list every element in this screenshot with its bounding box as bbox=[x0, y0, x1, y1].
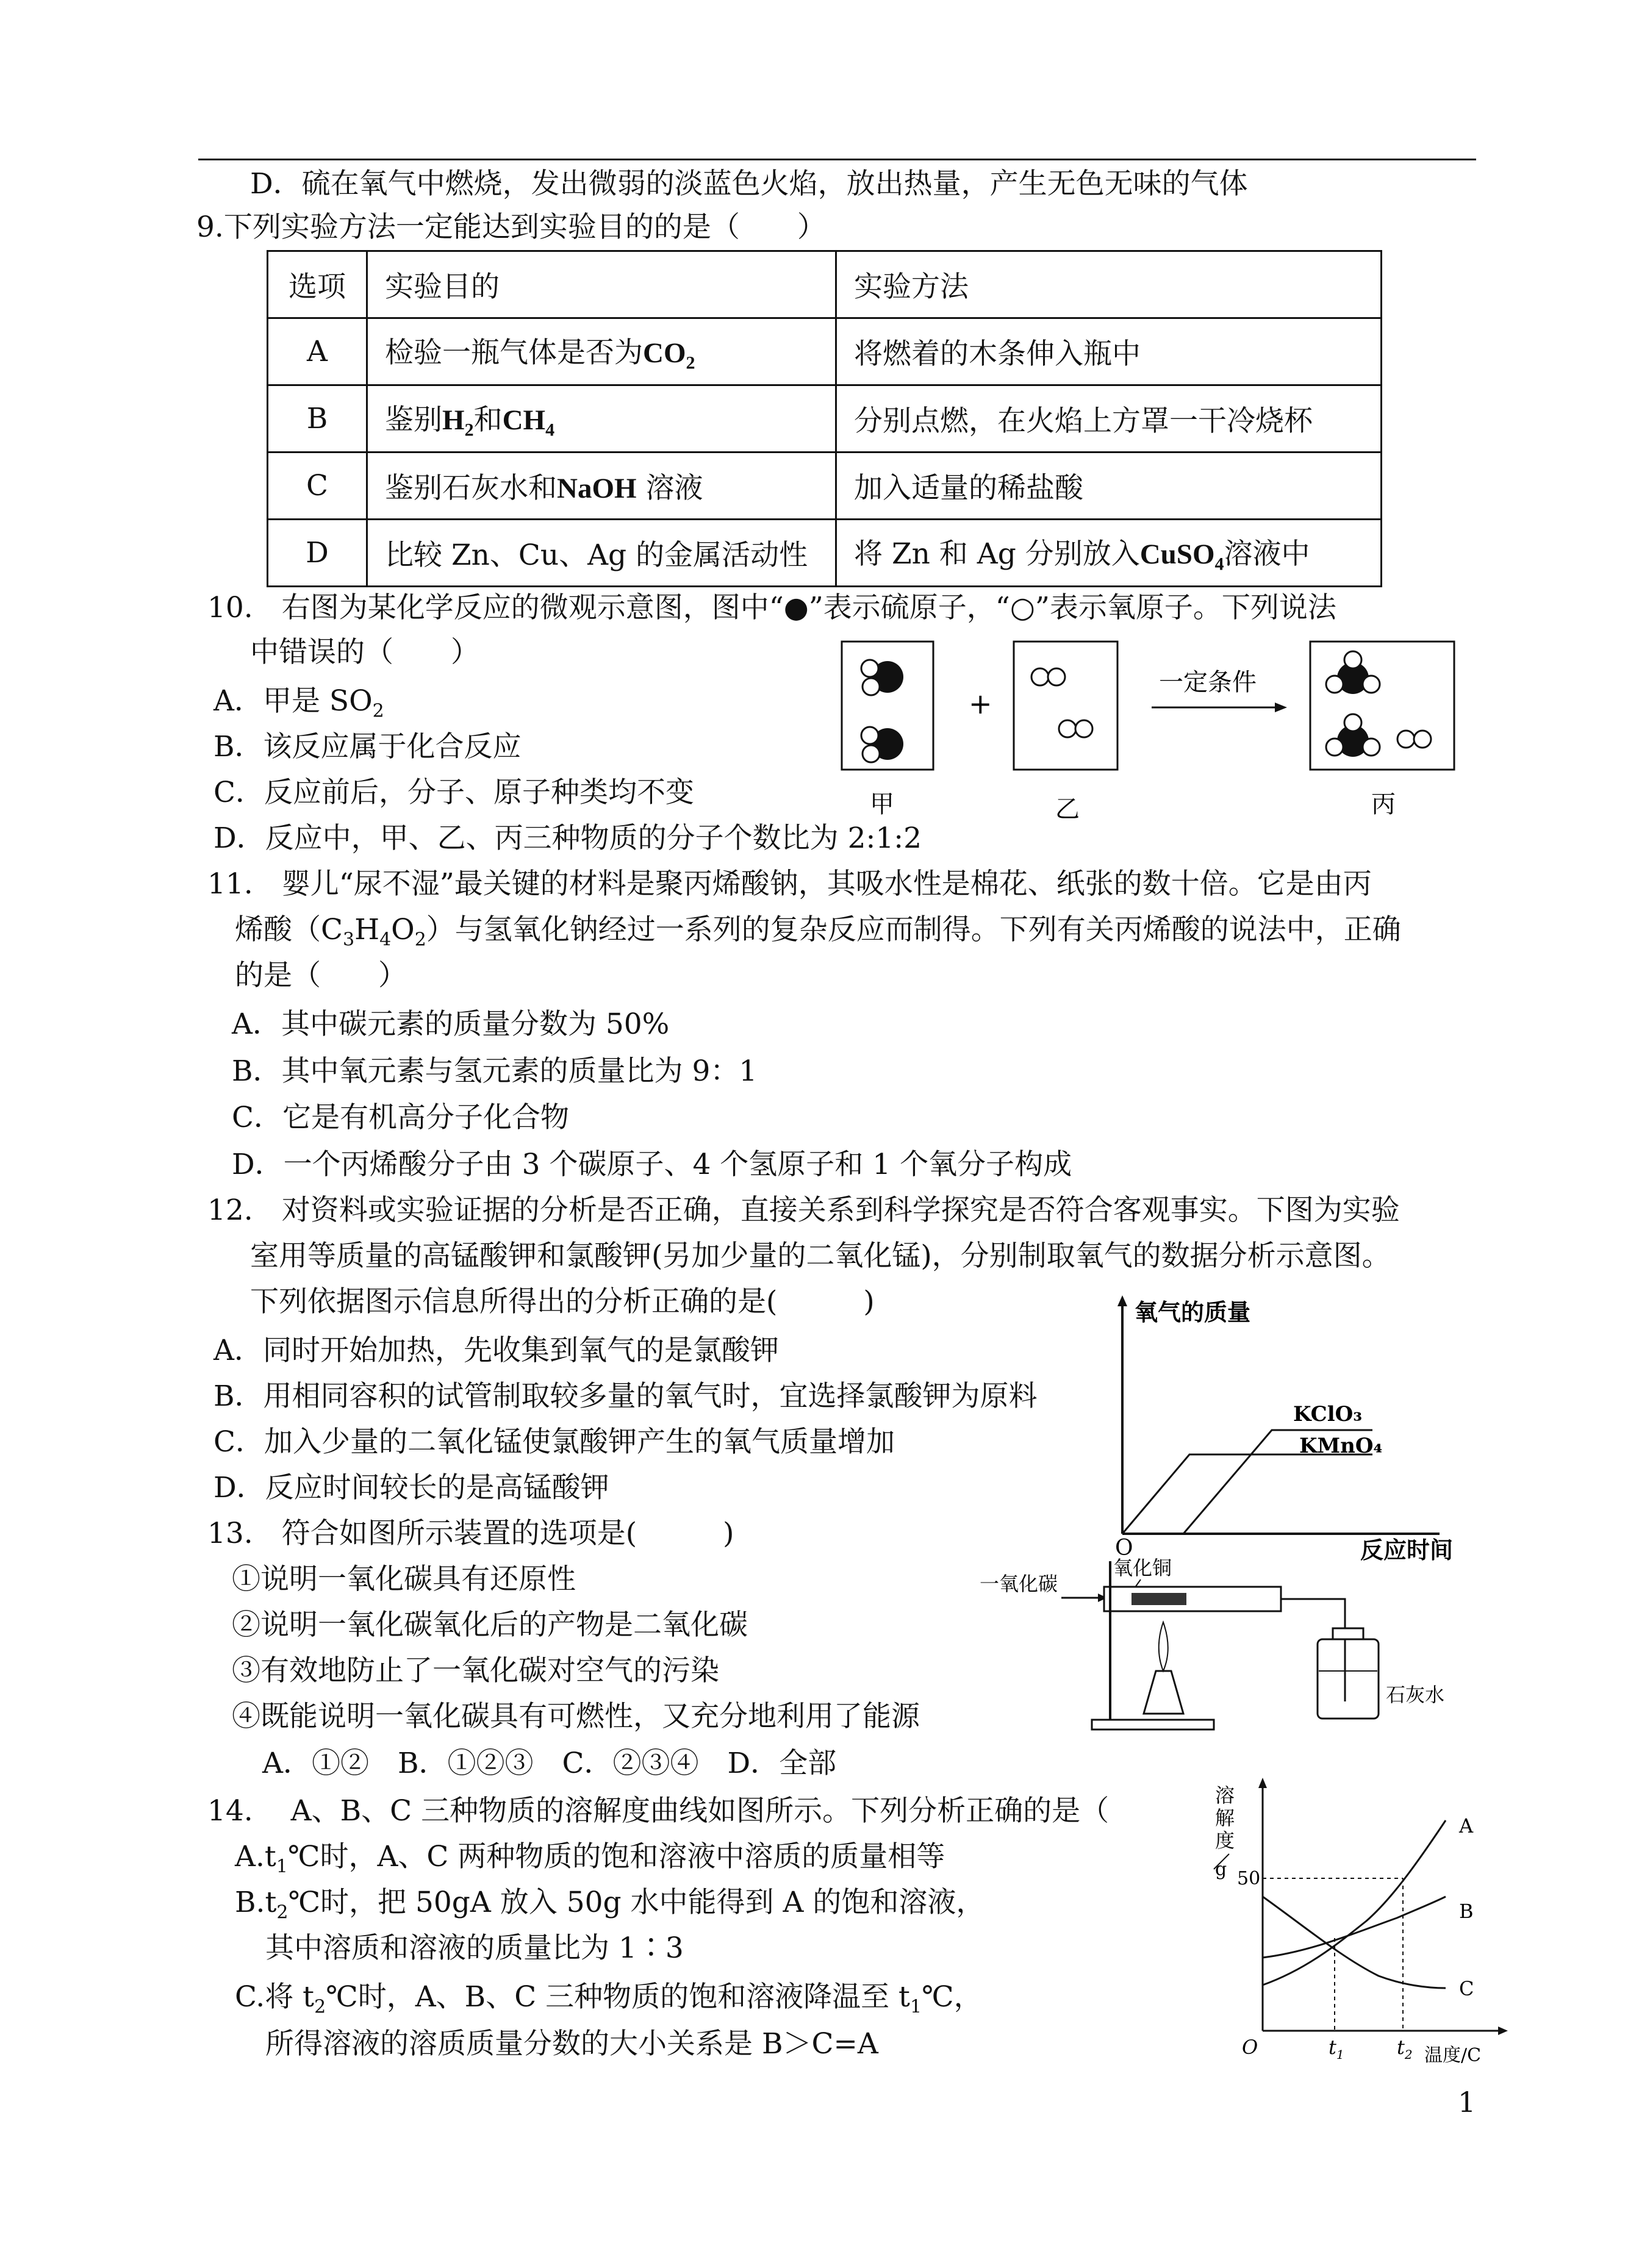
so2-molecule bbox=[861, 727, 903, 762]
outlet-pipe bbox=[1281, 1599, 1345, 1628]
q12-option-d: D．反应时间较长的是高锰酸钾 bbox=[213, 1471, 609, 1504]
label-bing: 丙 bbox=[1371, 790, 1396, 818]
row-purpose: 检验一瓶气体是否为$CO_2$ bbox=[367, 318, 836, 385]
curve-c-label: C bbox=[1459, 1977, 1474, 2000]
x-axis-label: 反应时间 bbox=[1360, 1536, 1454, 1561]
header-method: 实验方法 bbox=[836, 251, 1382, 318]
q12-option-b: B．用相同容积的试管制取较多量的氧气时，宜选择氯酸钾为原料 bbox=[213, 1379, 1038, 1413]
arrow-head bbox=[1275, 703, 1287, 712]
q10-stem-line2: 中错误的（ ） bbox=[250, 635, 479, 669]
table-row bbox=[268, 385, 1382, 453]
row-option: C bbox=[268, 453, 367, 520]
y-axis-label: 溶 bbox=[1215, 1784, 1235, 1807]
header-purpose: 实验目的 bbox=[367, 251, 836, 318]
q10-molecule-diagram bbox=[836, 634, 1482, 835]
table-row bbox=[268, 318, 1382, 385]
y-axis-label: 氧气的质量 bbox=[1135, 1298, 1251, 1326]
kmno4-label: KMnO₄ bbox=[1299, 1434, 1383, 1458]
co-label: 一氧化碳 bbox=[980, 1572, 1058, 1595]
y-axis-label: 度 bbox=[1215, 1829, 1235, 1852]
kmno4-curve bbox=[1122, 1454, 1372, 1534]
q12-stem-line3: 下列依据图示信息所得出的分析正确的是( ) bbox=[250, 1285, 875, 1318]
label-jia: 甲 bbox=[870, 790, 894, 818]
header-rule bbox=[198, 159, 1476, 160]
q10-stem-line1: 10. 右图为某化学反应的微观示意图，图中“●”表示硫原子，“○”表示氧原子。下列说法 bbox=[207, 591, 1336, 624]
q13-statement-2: ②说明一氧化碳氧化后的产物是二氧化碳 bbox=[232, 1608, 748, 1642]
curve-a bbox=[1263, 1820, 1446, 1985]
q12-option-c: C．加入少量的二氧化锰使氯酸钾产生的氧气质量增加 bbox=[213, 1425, 895, 1459]
q13-stem: 13. 符合如图所示装置的选项是( ) bbox=[207, 1517, 734, 1550]
x-axis-label: 温度/C bbox=[1424, 2045, 1482, 2066]
row-method: 将 Zn 和 Ag 分别放入CuSO$_4$溶液中 bbox=[836, 520, 1382, 587]
q12-stem-line1: 12. 对资料或实验证据的分析是否正确，直接关系到科学探究是否符合客观事实。下图为实验 bbox=[207, 1193, 1400, 1227]
y-tick-50: 50 bbox=[1237, 1868, 1261, 1889]
row-method: 分别点燃，在火焰上方罩一干冷烧杯 bbox=[836, 385, 1382, 453]
q12-oxygen-chart bbox=[1098, 1293, 1464, 1561]
so3-molecule bbox=[1326, 651, 1380, 694]
row-purpose: 鉴别$H_2$和$CH_4$ bbox=[367, 385, 836, 453]
y-axis-label: g bbox=[1215, 1859, 1227, 1880]
plus-sign: + bbox=[969, 687, 992, 720]
x-axis-arrow bbox=[1498, 2027, 1508, 2035]
row-purpose: 鉴别石灰水和NaOH 溶液 bbox=[367, 453, 836, 520]
q10-option-b: B．该反应属于化合反应 bbox=[213, 730, 522, 764]
iron-stand-base bbox=[1092, 1720, 1214, 1730]
o2-molecule bbox=[1031, 668, 1065, 685]
limewater-label: 石灰水 bbox=[1386, 1683, 1445, 1706]
q14-option-a: $A.t_1℃$时，A、C 两种物质的饱和溶液中溶质的质量相等 bbox=[235, 1840, 945, 1878]
q14-option-c-line2: 所得溶液的溶质质量分数的大小关系是 B＞C=A bbox=[265, 2027, 878, 2061]
flame bbox=[1159, 1622, 1168, 1671]
reaction-condition: 一定条件 bbox=[1159, 668, 1257, 696]
table-row bbox=[268, 453, 1382, 520]
row-option: A bbox=[268, 318, 367, 385]
row-option: D bbox=[268, 520, 367, 587]
q10-option-a: A．甲是 $SO_2$ bbox=[213, 684, 384, 722]
y-axis-arrow bbox=[1258, 1778, 1267, 1788]
q13-choices: A．①② B．①②③ C．②③④ D．全部 bbox=[262, 1747, 837, 1780]
q10-option-d: D．反应中，甲、乙、丙三种物质的分子个数比为 2:1:2 bbox=[213, 821, 922, 855]
q14-option-c: C.将 $t_2℃$时，A、B、C 三种物质的饱和溶液降温至 $t_1℃$， bbox=[235, 1980, 983, 2018]
origin-label: O bbox=[1115, 1536, 1133, 1561]
table-header-row bbox=[268, 251, 1382, 318]
q14-option-b-line2: 其中溶质和溶液的质量比为 1∶3 bbox=[265, 1931, 684, 1965]
page-number: 1 bbox=[1458, 2086, 1476, 2119]
y-axis-arrow bbox=[1117, 1295, 1127, 1306]
q13-apparatus bbox=[976, 1549, 1458, 1738]
q11-stem-line2: 烯酸$(C_3H_4O_2)$与氢氧化钠经过一系列的复杂反应而制得。下列有关丙烯酸的说法中，正确 bbox=[235, 913, 1401, 951]
o2-molecule bbox=[1059, 720, 1092, 737]
y-axis-label: 解 bbox=[1215, 1806, 1235, 1830]
so3-molecule bbox=[1326, 714, 1380, 757]
limewater-bottle bbox=[1318, 1639, 1379, 1719]
q11-option-b: B．其中氧元素与氢元素的质量比为 9：1 bbox=[232, 1054, 758, 1088]
q11-stem-line1: 11. 婴儿“尿不湿”最关键的材料是聚丙烯酸钠，其吸水性是棉花、纸张的数十倍。它是由丙 bbox=[207, 867, 1372, 901]
table-row bbox=[268, 520, 1382, 587]
kclo3-label: KClO₃ bbox=[1293, 1402, 1363, 1426]
q13-statement-3: ③有效地防止了一氧化碳对空气的污染 bbox=[232, 1654, 719, 1687]
q11-option-a: A．其中碳元素的质量分数为 50% bbox=[232, 1007, 670, 1041]
box-yi bbox=[1014, 642, 1117, 770]
so2-molecule bbox=[861, 660, 903, 695]
curve-b bbox=[1263, 1897, 1446, 1958]
bottle-stopper bbox=[1333, 1628, 1363, 1639]
q8-option-d: D．硫在氧气中燃烧，发出微弱的淡蓝色火焰，放出热量，产生无色无味的气体 bbox=[250, 167, 1248, 201]
q11-option-d: D．一个丙烯酸分子由 3 个碳原子、4 个氢原子和 1 个氧分子构成 bbox=[232, 1148, 1072, 1181]
t2-label: $t_2$ bbox=[1397, 2036, 1413, 2062]
curve-b-label: B bbox=[1459, 1900, 1474, 1923]
glass-tube bbox=[1104, 1587, 1281, 1611]
q9-table bbox=[267, 250, 1382, 587]
q13-statement-4: ④既能说明一氧化碳具有可燃性，又充分地利用了能源 bbox=[232, 1700, 920, 1733]
header-option: 选项 bbox=[268, 251, 367, 318]
alcohol-lamp bbox=[1144, 1671, 1183, 1714]
q11-stem-line3: 的是（ ） bbox=[235, 959, 407, 992]
curve-c bbox=[1263, 1897, 1446, 1988]
q11-option-c: C．它是有机高分子化合物 bbox=[232, 1101, 569, 1134]
q12-option-a: A．同时开始加热，先收集到氧气的是氯酸钾 bbox=[213, 1334, 779, 1367]
q14-stem: 14. A、B、C 三种物质的溶解度曲线如图所示。下列分析正确的是（ bbox=[207, 1794, 1110, 1828]
row-option: B bbox=[268, 385, 367, 453]
cuo-powder bbox=[1132, 1593, 1186, 1605]
row-method: 将燃着的木条伸入瓶中 bbox=[836, 318, 1382, 385]
q14-option-b: $B.t_2℃$时，把 50gA 放入 50g 水中能得到 A 的饱和溶液， bbox=[235, 1886, 985, 1923]
curve-a-label: A bbox=[1459, 1814, 1474, 1837]
q14-solubility-chart bbox=[1196, 1775, 1513, 2067]
cuo-label: 氧化铜 bbox=[1113, 1556, 1172, 1579]
label-yi: 乙 bbox=[1055, 795, 1080, 823]
q13-statement-1: ①说明一氧化碳具有还原性 bbox=[232, 1562, 576, 1596]
q9-stem: 9.下列实验方法一定能达到实验目的的是（ ） bbox=[196, 210, 826, 244]
row-purpose: 比较 Zn、Cu、Ag 的金属活动性 bbox=[367, 520, 836, 587]
t1-label: $t_1$ bbox=[1329, 2036, 1344, 2062]
origin-label: O bbox=[1242, 2036, 1258, 2059]
q12-stem-line2: 室用等质量的高锰酸钾和氯酸钾(另加少量的二氧化锰)，分别制取氧气的数据分析示意图。 bbox=[250, 1239, 1391, 1273]
q10-option-c: C．反应前后，分子、原子种类均不变 bbox=[213, 776, 694, 809]
o2-molecule bbox=[1397, 731, 1431, 748]
row-method: 加入适量的稀盐酸 bbox=[836, 453, 1382, 520]
